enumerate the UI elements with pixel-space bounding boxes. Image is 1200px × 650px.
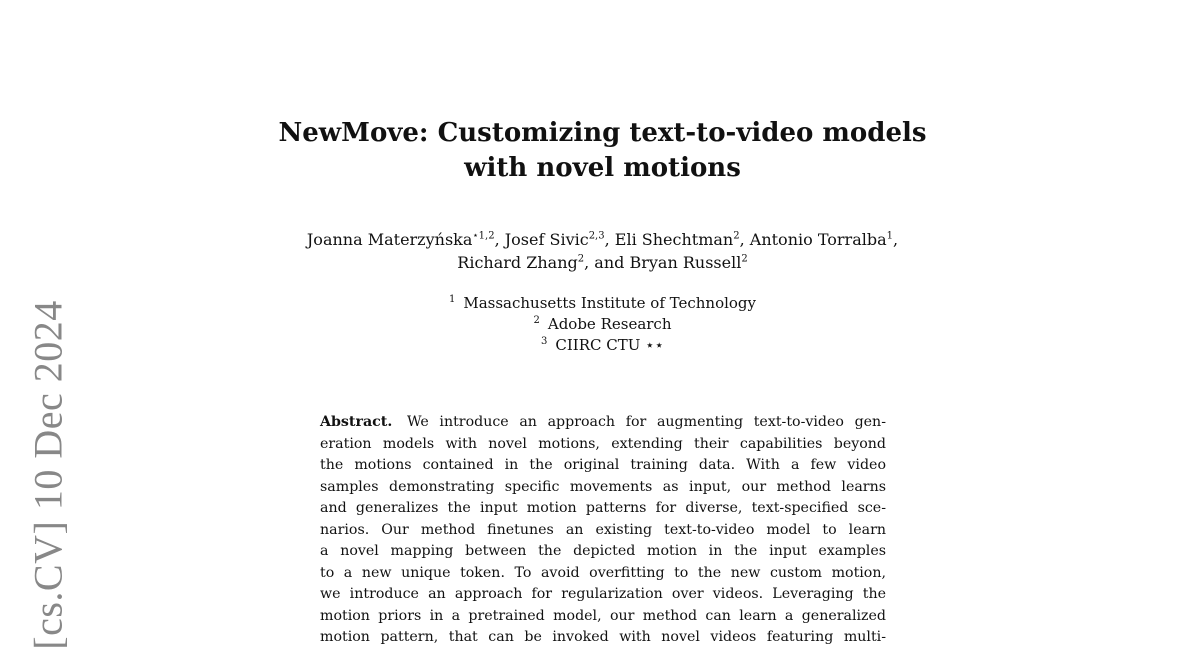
affiliation-item (300, 335, 905, 356)
author-name: Bryan Russell (629, 253, 742, 272)
affiliation-text: CIIRC CTU ⋆⋆ (555, 336, 664, 354)
author-affiliation-marks: 2 (733, 230, 740, 242)
abstract-line: samples demonstrating specific movements as input, our method learns (320, 478, 886, 495)
author-name: Antonio Torralba (749, 230, 887, 249)
author-affiliation-marks: 2 (741, 253, 748, 265)
author-affiliation-marks: 2,3 (588, 230, 605, 242)
author-name: Josef Sivic (504, 230, 589, 249)
author-separator: , and (584, 253, 630, 272)
paper-title-line: NewMove: Customizing text-to-video models (278, 118, 927, 148)
author-separator: , (494, 230, 505, 249)
author-separator: , (604, 230, 615, 249)
affiliation-item (300, 293, 905, 314)
arxiv-identifier-stamp: [cs.CV] 10 Dec 2024 (25, 300, 71, 650)
author-affiliation-marks: ⋆1,2 (472, 230, 495, 242)
abstract-line: to a new unique token. To avoid overfitting to the new custom motion, (320, 564, 886, 581)
author-separator: , (893, 230, 899, 249)
affiliation-mark: 3 (541, 336, 548, 347)
affiliation-mark: 1 (448, 294, 456, 305)
abstract-line: we introduce an approach for regularization over videos. Leveraging the (320, 586, 886, 602)
author-name: Eli Shechtman (614, 230, 734, 249)
abstract-line: a novel mapping between the depicted motion in the input examples (320, 543, 886, 559)
abstract-line: the motions contained in the original training data. With a few video (320, 457, 886, 473)
author-name: Richard Zhang (457, 253, 578, 272)
author-affiliation-marks: 1 (886, 230, 893, 242)
affiliation-item (300, 314, 905, 335)
affiliation-text: Adobe Research (547, 315, 672, 333)
abstract-heading: Abstract. (320, 414, 393, 430)
author-name: Joanna Materzyńska (306, 230, 473, 249)
paper-title-line: with novel motions (464, 153, 741, 183)
abstract-line-text: We introduce an approach for augmenting text-to-video gen- (406, 414, 886, 430)
author-affiliation-marks: 2 (577, 253, 585, 265)
affiliation-mark: 2 (533, 315, 540, 326)
affiliation-list (300, 293, 905, 356)
affiliation-text: Massachusetts Institute of Technology (463, 294, 757, 312)
abstract-line: eration models with novel motions, extending their capabilities beyond (320, 435, 886, 452)
author-separator: , (739, 230, 750, 249)
abstract-line: motion priors in a pretrained model, our method can learn a generalized (320, 607, 886, 624)
paper-title (250, 116, 955, 186)
author-list (200, 228, 1005, 274)
abstract-line: motion pattern, that can be invoked with novel videos featuring multi- (320, 629, 886, 645)
abstract (320, 412, 886, 649)
abstract-line: narios. Our method finetunes an existing text-to-video model to learn (320, 521, 886, 538)
abstract-line: and generalizes the input motion patterns for diverse, text-specified sce- (320, 500, 886, 516)
abstract-line (320, 412, 886, 434)
